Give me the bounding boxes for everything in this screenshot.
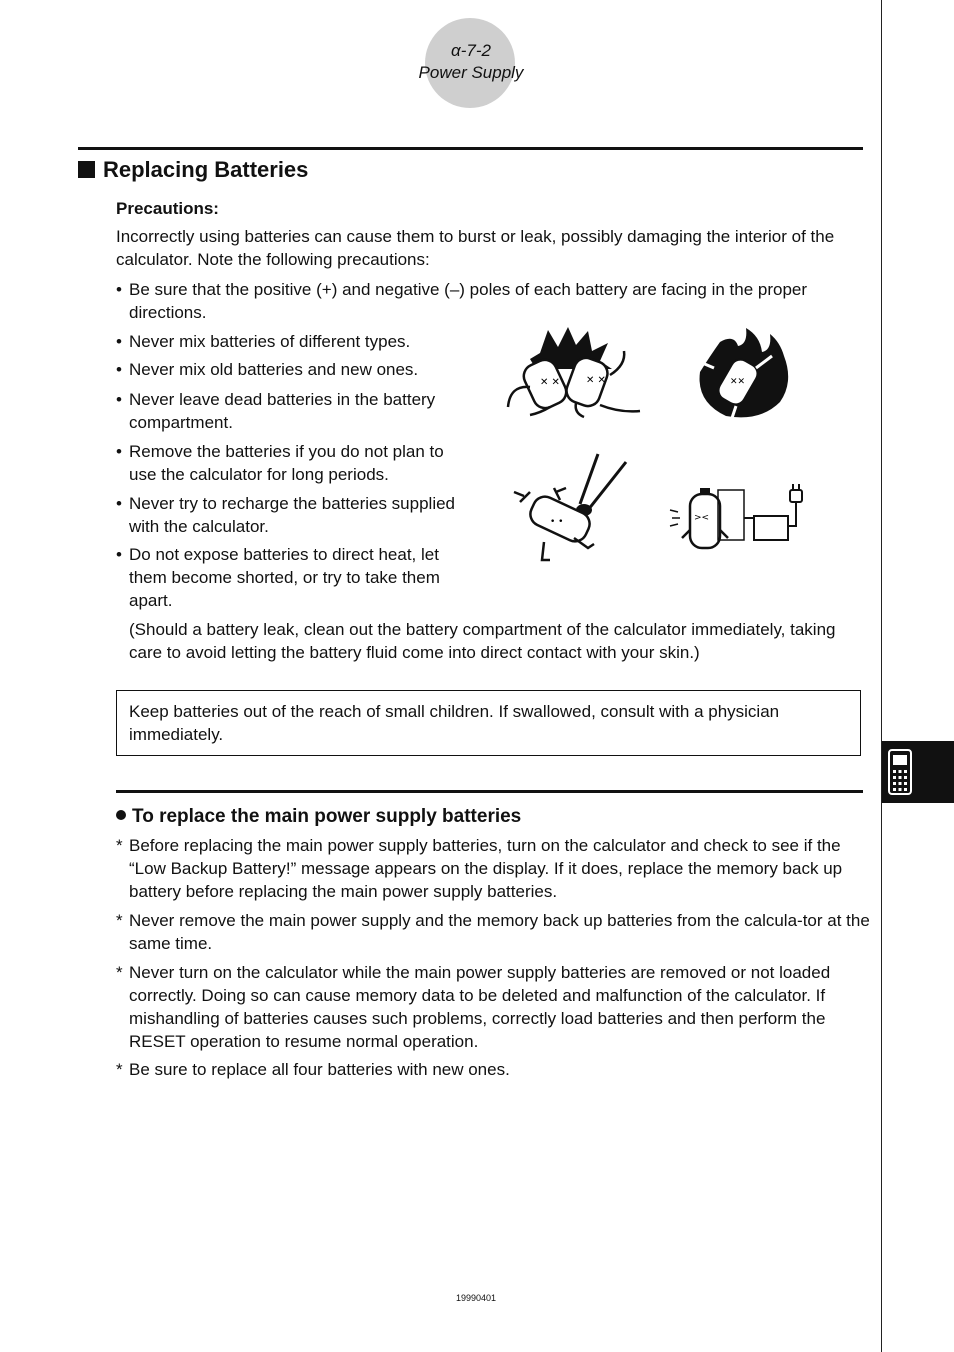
subsection-rule (116, 790, 863, 793)
page-section-title: Power Supply (418, 63, 524, 82)
battery-fire-illustration (690, 322, 795, 422)
procedure-note: * Never remove the main power supply and the memory back up batteries from the calcula-tor at the same time. (116, 911, 870, 953)
page-edge-rule (881, 0, 882, 1352)
precaution-item: • Remove the batteries if you do not plan to use the calculator for long periods. (116, 442, 444, 484)
precaution-item: • Do not expose batteries to direct heat, let them become shorted, or try to take them apart. (116, 545, 440, 610)
chapter-side-tab (882, 741, 954, 803)
svg-text:• •: • • (550, 517, 564, 527)
precaution-item: • Never try to recharge the batteries supplied with the calculator. (116, 494, 456, 536)
page-number: α-7-2 (451, 41, 491, 60)
footer-code: 19990401 (455, 1293, 497, 1303)
battery-charger-illustration (668, 480, 808, 560)
precautions-heading: Precautions: (116, 199, 219, 218)
procedure-heading-text: To replace the main power supply batteries (132, 806, 522, 827)
svg-text:✕✕: ✕✕ (730, 377, 746, 387)
procedure-heading (116, 806, 521, 828)
square-bullet-icon (78, 161, 95, 178)
svg-text:><: >< (694, 513, 710, 523)
leak-note: (Should a battery leak, clean out the battery compartment of the calculator immediately, taking care to avoid letting the battery fluid come into direct contact with your skin.) (129, 620, 836, 662)
svg-text:✕ ✕: ✕ ✕ (540, 377, 560, 388)
section-heading (78, 157, 308, 183)
warning-box (116, 690, 861, 756)
bullet-dot-icon (116, 810, 126, 820)
precaution-item: • Never leave dead batteries in the battery compartment. (116, 390, 436, 432)
precaution-item: • Never mix old batteries and new ones. (116, 360, 419, 379)
precaution-item: • Be sure that the positive (+) and negative (–) poles of each battery are facing in the proper directions. (116, 280, 808, 322)
calculator-icon (888, 749, 912, 795)
section-rule (78, 147, 863, 150)
battery-burst-illustration (500, 325, 650, 420)
svg-text:✕ ✕: ✕ ✕ (586, 375, 606, 386)
procedure-note: * Be sure to replace all four batteries with new ones. (116, 1060, 510, 1079)
section-heading-text: Replacing Batteries (103, 157, 309, 182)
precautions-intro: Incorrectly using batteries can cause them to burst or leak, possibly damaging the interior of the calculator. Note the following precautions: (116, 227, 835, 269)
procedure-note: * Before replacing the main power supply batteries, turn on the calculator and check to see if the “Low Backup Battery!” message appears on the display. If it does, replace the memory back up battery before replacing the main power supply batteries. (116, 836, 843, 901)
precaution-item: • Never mix batteries of different types. (116, 332, 411, 351)
battery-pliers-illustration (510, 452, 635, 567)
procedure-note: * Never turn on the calculator while the main power supply batteries are removed or not loaded correctly. Doing so can cause memory data to be deleted and malfunction of the calculator. If mishandling of batteries causes such problems, correctly load batteries and then perform the RESET operation to resume normal operation. (116, 963, 831, 1051)
warning-text: Keep batteries out of the reach of small children. If swallowed, consult with a physician immediately. (129, 702, 780, 744)
